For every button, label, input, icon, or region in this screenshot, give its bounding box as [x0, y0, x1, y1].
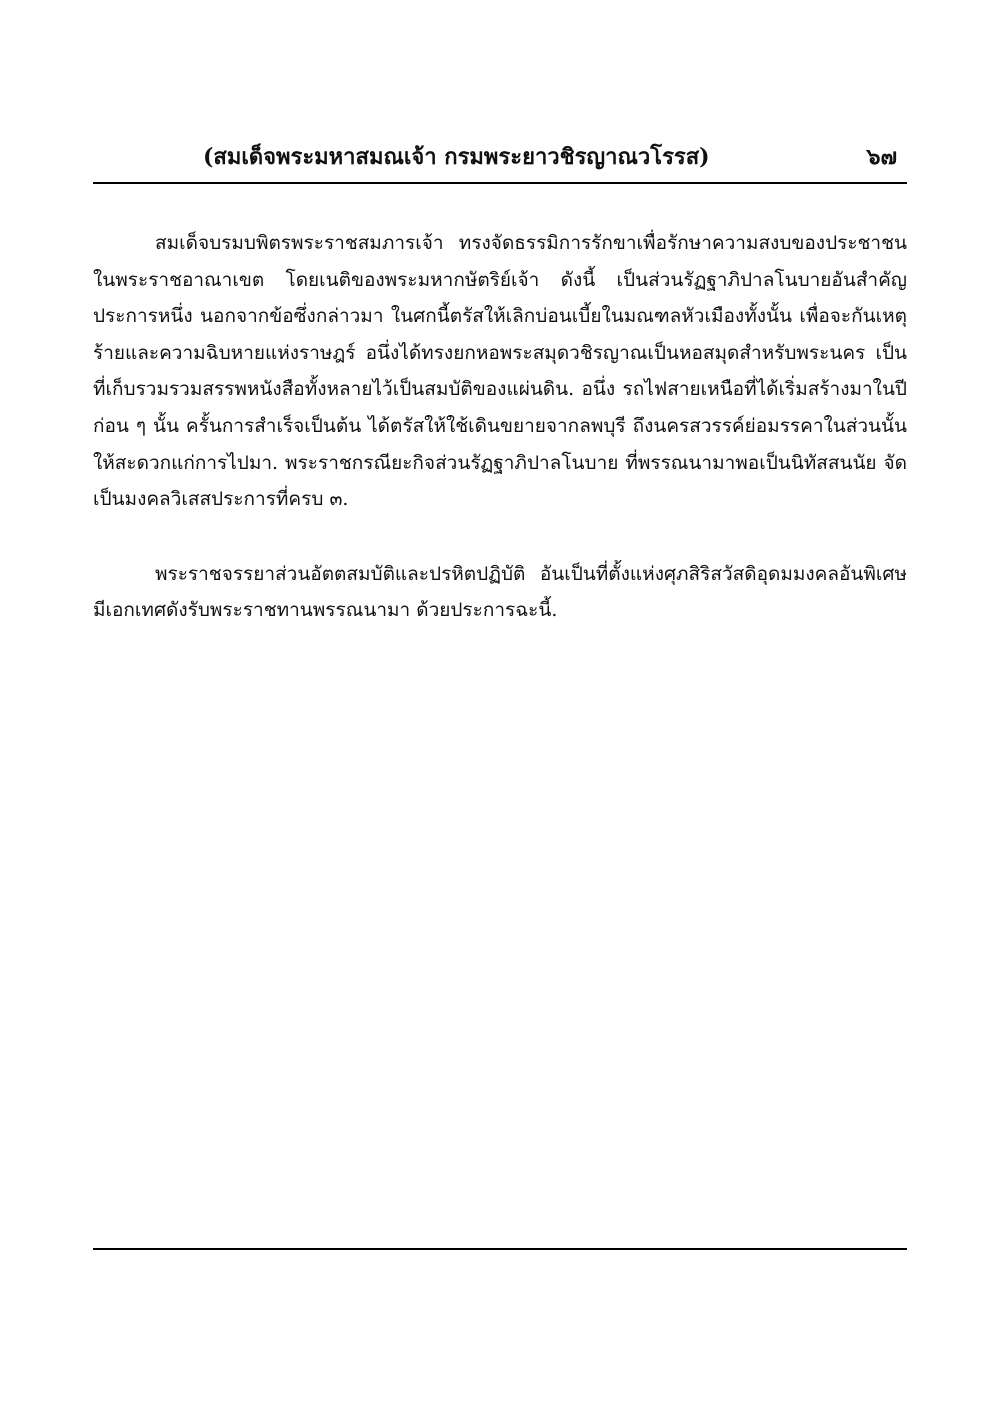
paragraph-1: สมเด็จบรมบพิตรพระราชสมภารเจ้า ทรงจัดธรรมิการรักขาเพื่อรักษาความสงบของประชาชนในพระราชอาณาเขต โดยเนติของพระมหากษัตริย์เจ้า ดังนี้ เป็นส่วนรัฏฐาภิปาลโนบายอันสำคัญประการหนึ่ง นอกจากข้อซึ่งกล่าวมา ในศกนี้ตรัสให้เลิกบ่อนเบี้ยในมณฑลหัวเมืองทั้งนั้น เพื่อจะกันเหตุร้ายและความฉิบหายแห่งราษฎร์ อนึ่งได้ทรงยกหอพระสมุดวชิรญาณเป็นหอสมุดสำหรับพระนคร เป็นที่เก็บรวมรวมสรรพหนังสือทั้งหลายไว้เป็นสมบัติของแผ่นดิน. อนึ่ง รถไฟสายเหนือที่ได้เริ่มสร้างมาในปีก่อน ๆ นั้น ครั้นการสำเร็จเป็นต้น ได้ตรัสให้ใช้เดินขยายจากลพบุรี ถึงนครสวรรค์ย่อมรรคาในส่วนนั้น ให้สะดวกแก่การไปมา. พระราชกรณียะกิจส่วนรัฏฐาภิปาลโนบาย ที่พรรณนามาพอเป็นนิทัสสนนัย จัดเป็นมงคลวิเสสประการที่ครบ ๓. [93, 232, 907, 511]
paragraph-2: พระราชจรรยาส่วนอัตตสมบัติและปรหิตปฏิบัติ อันเป็นที่ตั้งแห่งศุภสิริสวัสดิอุดมมงคลอันพิเศษ มีเอกเทศดังรับพระราชทานพรรณนามา ด้วยประการฉะนี้. [93, 562, 907, 622]
page-header [93, 138, 907, 184]
running-header-title: (สมเด็จพระมหาสมณเจ้า กรมพระยาวชิรญาณวโรรส) [203, 144, 710, 170]
body-text [93, 225, 907, 629]
footer-rule [93, 1248, 907, 1250]
page-number: ๖๗ [866, 144, 897, 170]
